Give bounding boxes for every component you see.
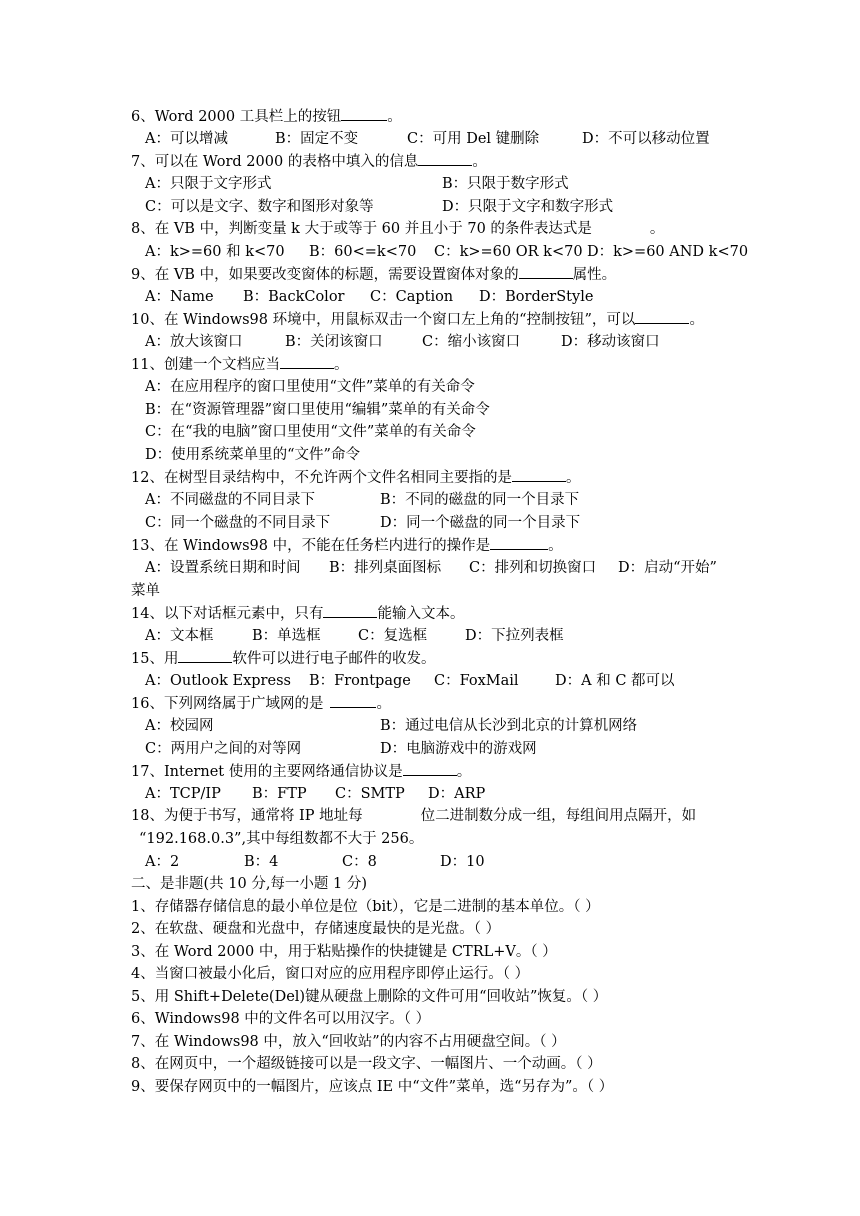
true-false-item-3: 3、在 Word 2000 中，用于粘贴操作的快捷键是 CTRL+V。（ ） — [131, 944, 557, 960]
question-stem: 13、在 Windows98 中，不能在任务栏内进行的操作是 — [131, 538, 491, 554]
question-stem: 11、创建一个文档应当 — [131, 357, 280, 373]
option-b: B：通过电信从长沙到北京的计算机网络 — [380, 718, 638, 734]
option-d: D：只限于文字和数字形式 — [442, 199, 614, 215]
true-false-item-9: 9、要保存网页中的一幅图片，应该点 IE 中“文件”菜单，选“另存为”。（ ） — [131, 1079, 614, 1095]
answer-blank — [512, 467, 566, 482]
question-tail: 。 — [472, 154, 487, 170]
true-false-item-2: 2、在软盘、硬盘和光盘中，存储速度最快的是光盘。（ ） — [131, 921, 501, 937]
option-b: B：固定不变 — [275, 131, 359, 147]
option-b: B：FTP — [252, 786, 307, 802]
question-stem: 18、为便于书写，通常将 IP 地址每 — [131, 808, 363, 824]
option-c: C：两用户之间的对等网 — [145, 741, 302, 757]
answer-blank — [490, 535, 548, 550]
option-c: C：复选框 — [358, 628, 428, 644]
option-b: B：关闭该窗口 — [285, 334, 383, 350]
option-b: B：不同的磁盘的同一个目录下 — [380, 492, 580, 508]
option-b: B：60<=k<70 — [309, 244, 417, 260]
option-d: D：启动“开始” — [618, 560, 717, 576]
option-a: A：设置系统日期和时间 — [145, 560, 301, 576]
option-a: A：Name — [145, 289, 214, 305]
question-11 — [131, 354, 348, 374]
question-17 — [131, 761, 471, 781]
question-15 — [131, 648, 435, 668]
option-c: C：可以是文字、数字和图形对象等 — [145, 199, 374, 215]
answer-blank — [178, 648, 232, 663]
answer-blank — [519, 264, 573, 279]
question-14 — [131, 603, 464, 623]
question-10 — [131, 309, 704, 329]
option-d: D：10 — [440, 854, 485, 870]
option-b: B：BackColor — [243, 289, 345, 305]
option-b: B：只限于数字形式 — [442, 176, 569, 192]
true-false-item-5: 5、用 Shift+Delete(Del)键从硬盘上删除的文件可用“回收站”恢复。（ ） — [131, 989, 608, 1005]
option-d: D：不可以移动位置 — [582, 131, 710, 147]
true-false-item-6: 6、Windows98 中的文件名可以用汉字。（ ） — [131, 1011, 431, 1027]
answer-blank — [341, 106, 387, 121]
option-c: C：排列和切换窗口 — [469, 560, 597, 576]
option-c: C：k>=60 OR k<70 — [434, 244, 583, 260]
question-8 — [131, 219, 664, 239]
option-c: C：可用 Del 键删除 — [407, 131, 540, 147]
option-b: B：排列桌面图标 — [329, 560, 442, 576]
option-d: D：k>=60 AND k<70 — [587, 244, 749, 260]
question-stem: 9、在 VB 中，如果要改变窗体的标题，需要设置窗体对象的 — [131, 267, 519, 283]
option-d: D：ARP — [428, 786, 486, 802]
question-9 — [131, 264, 616, 284]
question-16 — [131, 693, 391, 713]
question-7 — [131, 151, 487, 171]
option-a: A：Outlook Express — [145, 673, 291, 689]
option-c: C：Caption — [370, 289, 454, 305]
option-a: A：2 — [145, 854, 180, 870]
option-c: C：FoxMail — [434, 673, 519, 689]
option-d-continued: 菜单 — [131, 583, 160, 599]
option-d: D：下拉列表框 — [465, 628, 564, 644]
option-d: D：同一个磁盘的同一个目录下 — [380, 515, 581, 531]
option-c: C：缩小该窗口 — [422, 334, 521, 350]
answer-blank — [635, 309, 689, 324]
question-tail: 。 — [456, 764, 472, 780]
question-13 — [131, 535, 563, 555]
question-tail: 。 — [333, 357, 349, 373]
question-tail: 位二进制数分成一组，每组间用点隔开，如 — [420, 808, 697, 824]
true-false-item-1: 1、存储器存储信息的最小单位是位（bit），它是二进制的基本单位。（ ） — [131, 899, 600, 915]
question-stem: 16、下列网络属于广域网的是 — [131, 696, 324, 712]
true-false-item-8: 8、在网页中，一个超级链接可以是一段文字、一幅图片、一个动画。（ ） — [131, 1056, 602, 1072]
question-stem: 17、Internet 使用的主要网络通信协议是 — [131, 764, 403, 780]
option-b: B：单选框 — [252, 628, 321, 644]
question-stem: 7、可以在 Word 2000 的表格中填入的信息 — [131, 154, 419, 170]
question-6 — [131, 106, 402, 126]
option-c: C：SMTP — [335, 786, 405, 802]
question-stem: 10、在 Windows98 环境中，用鼠标双击一个窗口左上角的“控制按钮”，可以 — [131, 312, 636, 328]
question-tail: 软件可以进行电子邮件的收发。 — [232, 651, 436, 667]
option-a: A：TCP/IP — [145, 786, 221, 802]
option-d: D：BorderStyle — [479, 289, 594, 305]
option-a: A：k>=60 和 k<70 — [145, 244, 285, 260]
option-a: A：只限于文字形式 — [145, 176, 272, 192]
section-heading: 二、是非题(共 10 分,每一小题 1 分) — [131, 876, 368, 892]
answer-blank — [418, 151, 472, 166]
option-a: A：放大该窗口 — [145, 334, 243, 350]
question-stem: 6、Word 2000 工具栏上的按钮 — [131, 109, 342, 125]
answer-blank — [280, 354, 334, 369]
option-a: A：不同磁盘的不同目录下 — [145, 492, 315, 508]
question-tail: 。 — [565, 470, 581, 486]
question-tail: 。 — [548, 538, 563, 554]
true-false-item-7: 7、在 Windows98 中，放入“回收站”的内容不占用硬盘空间。（ ） — [131, 1034, 566, 1050]
option-d: D：移动该窗口 — [561, 334, 660, 350]
question-stem: 15、用 — [131, 651, 179, 667]
question-tail: 。 — [387, 109, 402, 125]
option-c: C：同一个磁盘的不同目录下 — [145, 515, 331, 531]
answer-blank — [323, 603, 377, 618]
question-tail: 。 — [376, 696, 391, 712]
question-18 — [131, 806, 696, 826]
question-tail: 属性。 — [572, 267, 617, 283]
option-b: B：Frontpage — [309, 673, 411, 689]
question-stem: 12、在树型目录结构中，不允许两个文件名相同主要指的是 — [131, 470, 512, 486]
question-stem: 14、以下对话框元素中，只有 — [131, 606, 324, 622]
option-d: D：电脑游戏中的游戏网 — [380, 741, 537, 757]
answer-blank — [330, 693, 376, 708]
option-b: B：4 — [244, 854, 279, 870]
question-stem: 8、在 VB 中，判断变量 k 大于或等于 60 并且小于 70 的条件表达式是 — [131, 221, 592, 237]
option-a: A：可以增减 — [145, 131, 228, 147]
question-18-continued: “192.168.0.3”,其中每组数都不大于 256。 — [139, 831, 424, 847]
answer-blank — [403, 761, 457, 776]
question-tail: 。 — [689, 312, 704, 328]
option-d: D：使用系统菜单里的“文件”命令 — [145, 447, 360, 463]
question-12 — [131, 467, 580, 487]
option-b: B：在“资源管理器”窗口里使用“编辑”菜单的有关命令 — [145, 402, 490, 418]
true-false-item-4: 4、当窗口被最小化后，窗口对应的应用程序即停止运行。（ ） — [131, 966, 530, 982]
question-tail: 能输入文本。 — [377, 606, 465, 622]
option-a: A：校园网 — [145, 718, 214, 734]
option-d: D：A 和 C 都可以 — [555, 673, 675, 689]
option-a: A：文本框 — [145, 628, 214, 644]
option-c: C：在“我的电脑”窗口里使用“文件”菜单的有关命令 — [145, 424, 476, 440]
option-c: C：8 — [342, 854, 377, 870]
option-a: A：在应用程序的窗口里使用“文件”菜单的有关命令 — [145, 379, 475, 395]
question-tail: 。 — [649, 221, 665, 237]
